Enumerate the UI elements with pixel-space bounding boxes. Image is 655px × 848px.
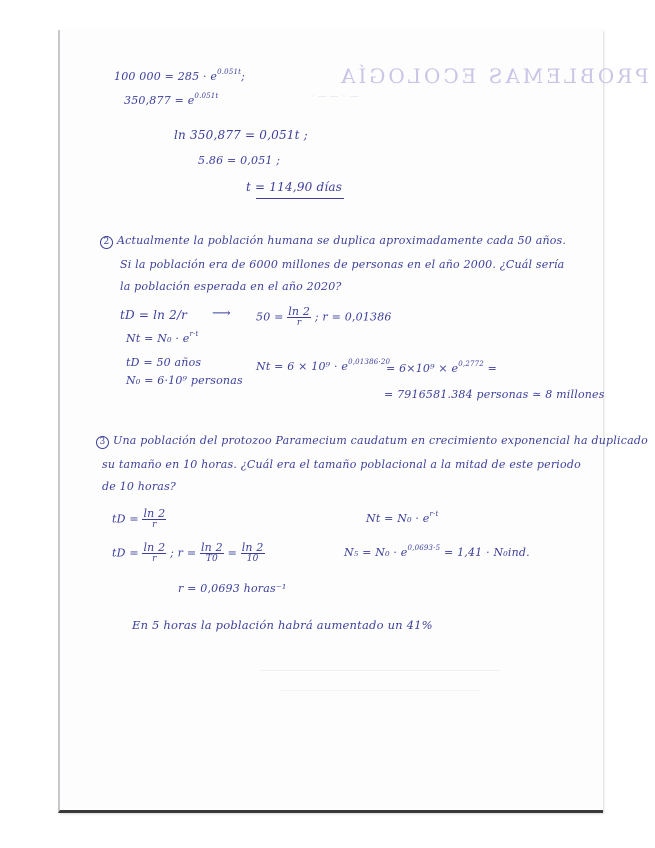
arrow-icon: ⟶: [212, 306, 231, 321]
p1-equation-4: 5.86 = 0,051 ;: [198, 154, 281, 167]
p2-substitution: $Nt = 6 \times 10^9 \cdot e^{0,01386\cdot 20}$: [256, 358, 391, 373]
p1-equation-1: 100 $000 = 285 \cdot e^{0.051t}$;: [114, 68, 246, 83]
notebook-page: [58, 30, 649, 813]
p2-initial-population: N₀ = 6·10⁹ personas: [126, 374, 243, 387]
p2-question-line-2: Si la población era de 6000 millones de personas en el año 2000. ¿Cuál sería: [120, 258, 565, 271]
p1-equation-3: ln 350,877 = 0,051t ;: [174, 128, 308, 142]
p1-result-underline: [256, 198, 344, 199]
p2-result: = 7916581.384 personas ≃ 8 millones: [384, 388, 605, 401]
p3-rate-result: r = 0,0693 horas⁻¹: [178, 582, 287, 595]
p1-equation-2: $350,877 = e^{0.051t}$: [124, 92, 219, 107]
p3-number-badge: 3: [96, 436, 109, 449]
bleed-through-text: — ·· — — ·: [312, 92, 360, 102]
p2-doubling-formula: tD = ln 2/r: [120, 308, 188, 322]
p2-simplified: = $6\times 10^9 \times e^{0,2772}$ =: [386, 360, 498, 375]
p3-question-line-2: su tamaño en 10 horas. ¿Cuál era el tamaño poblacional a la mitad de este periodo: [102, 458, 581, 471]
bleed-line: [280, 690, 480, 691]
p2-doubling-time: tD = 50 años: [126, 356, 202, 369]
p3-substitution: $N_5 = N_0 \cdot e^{0,0693\cdot 5} = 1,41 \cdot N_0ind$.: [344, 544, 530, 559]
bleed-through-title: PROBLEMAS ECOLOGÍA: [338, 64, 649, 88]
p3-doubling-formula: tD = $\frac{\ln 2}{r}$: [112, 507, 166, 530]
p3-question-line-3: de 10 horas?: [102, 480, 177, 493]
p2-question-line-1: 2 Actualmente la población humana se duplica aproximadamente cada 50 años.: [100, 234, 566, 249]
p2-growth-formula: $Nt = N_0 \cdot e^{r\cdot t}$: [126, 330, 199, 345]
p3-rate-calc: tD = $\frac{\ln 2}{r}$ ; r = $\frac{\ln 2}{T0}$ = $\frac{\ln 2}{10}$: [112, 541, 264, 564]
bleed-line: [260, 670, 500, 671]
p3-question-line-1: 3 Una población del protozoo Paramecium caudatum en crecimiento exponencial ha duplicado: [96, 434, 648, 449]
p1-result: t = 114,90 días: [246, 180, 343, 194]
p2-number-badge: 2: [100, 236, 113, 249]
p2-rate-calc: 50 = $\frac{\ln 2}{r}$ ; r = 0,01386: [256, 305, 392, 328]
p3-conclusion: En 5 horas la población habrá aumentado un 41%: [132, 618, 433, 632]
p2-question-line-3: la población esperada en el año 2020?: [120, 280, 342, 293]
p3-growth-formula: $Nt = N_0 \cdot e^{r\cdot t}$: [366, 510, 439, 525]
